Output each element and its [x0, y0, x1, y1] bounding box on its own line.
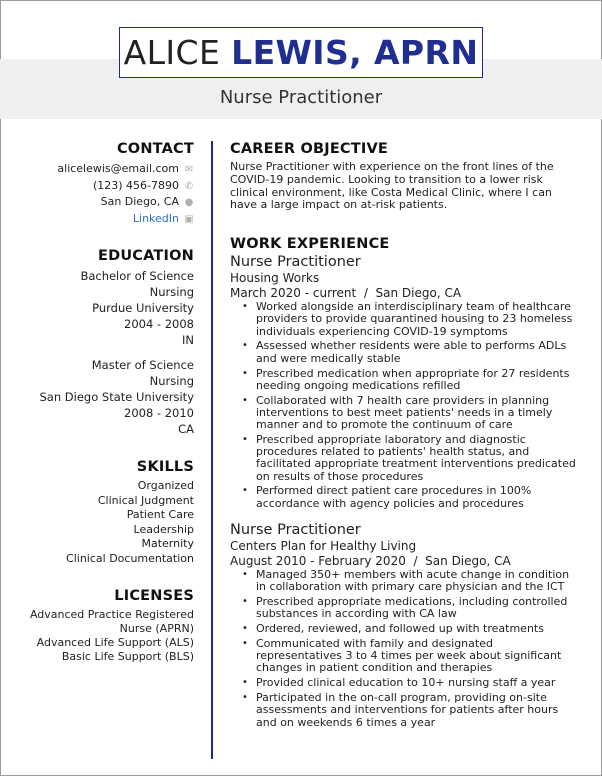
- meta-separator: /: [360, 286, 372, 301]
- skill-item: Leadership: [133, 522, 194, 536]
- edu-dates: 2004 - 2008: [124, 317, 194, 331]
- objective-text: Nurse Practitioner with experience on the front lines of the COVID-19 pandemic. Looking to transition to a lower risk clinical environment, like Costa Medical Clinic, where I can have a large impact on at-risk patients.: [230, 160, 554, 212]
- bullet-item: • Prescribed appropriate laboratory and diagnostic procedures related to patients' health status, and facilitated appropriate treatment interventions predicated on results of those procedures: [230, 434, 582, 483]
- location-line: [0, 194, 194, 211]
- job-meta: [230, 286, 582, 301]
- skill-item: Patient Care: [126, 508, 194, 522]
- right-column: [230, 141, 582, 731]
- bullet-item: • Ordered, reviewed, and followed up with treatments: [230, 623, 582, 635]
- education-entry: [0, 357, 194, 437]
- left-column: [0, 141, 194, 664]
- meta-separator: /: [409, 553, 422, 568]
- job-company: Housing Works: [230, 271, 320, 286]
- column-divider: [211, 141, 213, 759]
- name-box: [119, 27, 483, 78]
- edu-field: Nursing: [149, 374, 194, 388]
- job-location: San Diego, CA: [375, 286, 462, 301]
- bullet-item: • Prescribed medication when appropriate for 27 residents needing ongoing medications refilled: [230, 368, 582, 392]
- linkedin-line[interactable]: [0, 211, 194, 228]
- licenses-heading: LICENSES: [114, 587, 194, 604]
- education-section: [0, 248, 194, 437]
- job-title-subtitle: Nurse Practitioner: [219, 87, 383, 108]
- license-line: Basic Life Support (BLS): [61, 650, 194, 664]
- bullet-item: • Worked alongside an interdisciplinary team of healthcare providers to provide quarantined housing to 23 homeless individuals experiencing COVID-19 symptoms: [230, 301, 582, 338]
- phone-text: (123) 456-7890: [92, 178, 179, 192]
- linkedin-link[interactable]: LinkedIn: [132, 211, 179, 225]
- job-dates: August 2010 - February 2020: [230, 553, 406, 568]
- edu-school: San Diego State University: [39, 390, 194, 404]
- bullet-item: • Performed direct patient care procedures in 100% accordance with agency policies and procedures: [230, 485, 582, 509]
- skills-section: [0, 459, 194, 567]
- license-line: Advanced Life Support (ALS): [36, 635, 194, 649]
- job-location: San Diego, CA: [425, 553, 511, 568]
- job-entry: [230, 254, 582, 510]
- bullet-item: • Participated in the on-call program, providing on-site assessments and interventions for patients after hours and on weekends 6 times a year: [230, 692, 582, 729]
- map-pin-icon: ●: [184, 197, 194, 208]
- job-meta: [230, 554, 582, 569]
- skills-heading: SKILLS: [136, 459, 194, 475]
- skill-item: Maternity: [141, 537, 194, 551]
- contact-section: [0, 141, 194, 227]
- education-entry: [0, 268, 194, 348]
- skill-item: Clinical Documentation: [66, 551, 194, 565]
- edu-field: Nursing: [149, 285, 194, 299]
- edu-school: Purdue University: [92, 301, 194, 315]
- first-name: ALICE: [123, 33, 221, 72]
- location-text: San Diego, CA: [100, 195, 179, 208]
- education-heading: EDUCATION: [97, 248, 194, 264]
- email-text: alicelewis@email.com: [57, 162, 179, 175]
- edu-degree: Bachelor of Science: [80, 269, 194, 283]
- linkedin-icon: ▣: [184, 213, 194, 225]
- bullet-item: • Collaborated with 7 health care providers in planning interventions to best meet patients' needs in a timely manner and to promote the continuum of care: [230, 395, 582, 432]
- license-line: Advanced Practice Registered: [29, 607, 194, 621]
- contact-heading: CONTACT: [116, 141, 194, 157]
- licenses-section: [0, 588, 194, 665]
- edu-state: CA: [178, 422, 194, 436]
- email-line[interactable]: [0, 161, 194, 178]
- experience-heading: WORK EXPERIENCE: [230, 236, 390, 253]
- phone-line: [0, 178, 194, 195]
- phone-icon: ✆: [184, 180, 194, 192]
- job-bullets: [230, 301, 582, 510]
- job-entry: [230, 522, 582, 729]
- job-bullets: [230, 569, 582, 729]
- job-company: Centers Plan for Healthy Living: [230, 538, 417, 553]
- bullet-item: • Managed 350+ members with acute change in condition in collaboration with primary care physician and the ICT: [230, 569, 582, 593]
- last-name: LEWIS, APRN: [231, 33, 479, 72]
- edu-dates: 2008 - 2010: [124, 406, 194, 420]
- bullet-item: • Prescribed appropriate medications, including controlled substances in according with CA law: [230, 596, 582, 620]
- experience-section: [230, 236, 582, 729]
- edu-state: IN: [182, 333, 194, 347]
- bullet-item: • Provided clinical education to 10+ nursing staff a year: [230, 677, 582, 689]
- bullet-item: • Communicated with family and designated representatives 3 to 4 times per week about significant changes in patient condition and therapies: [230, 638, 582, 675]
- skill-item: Clinical Judgment: [97, 493, 194, 507]
- envelope-icon: ✉: [184, 164, 194, 175]
- job-dates: March 2020 - current: [230, 286, 357, 301]
- objective-heading: CAREER OBJECTIVE: [230, 141, 388, 157]
- job-title: Nurse Practitioner: [230, 254, 361, 271]
- license-line: Nurse (APRN): [119, 621, 194, 635]
- skill-item: Organized: [137, 479, 194, 492]
- objective-section: [230, 141, 582, 212]
- edu-degree: Master of Science: [91, 358, 194, 372]
- bullet-item: • Assessed whether residents were able to performs ADLs and were medically stable: [230, 340, 582, 364]
- job-title: Nurse Practitioner: [230, 521, 361, 538]
